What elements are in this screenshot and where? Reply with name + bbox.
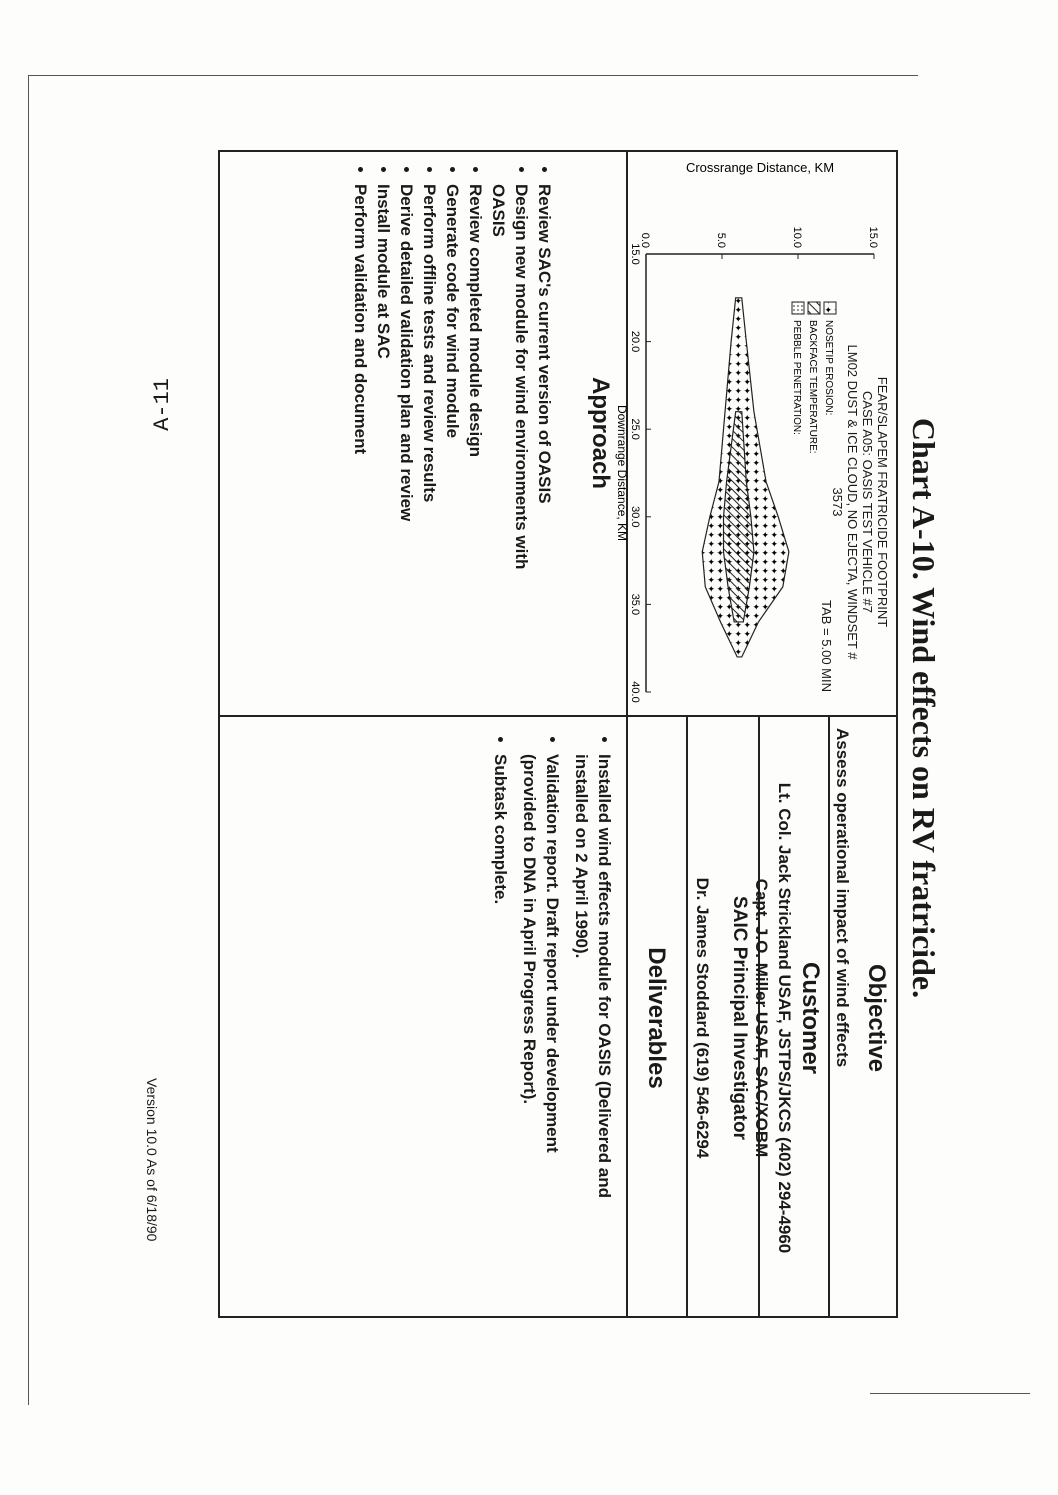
y-axis-title: Crossrange Distance, KM bbox=[685, 160, 835, 175]
x-tick-label: 40.0 bbox=[629, 681, 641, 703]
investigator-header: SAIC Principal Investigator bbox=[729, 896, 750, 1140]
list-item: • Install module at SAC bbox=[372, 184, 395, 584]
approach-cell bbox=[220, 152, 626, 714]
x-tick-label: 15.0 bbox=[629, 243, 641, 265]
list-item: • Derive detailed validation plan and review bbox=[395, 184, 418, 584]
version-stamp: Version 10.0 As of 6/18/90 bbox=[144, 1078, 160, 1242]
deliverables-cell bbox=[216, 718, 686, 1318]
customer-line-1: Lt. Col. Jack Strickland USAF, JSTPS/JKCS (402) 294-4960 bbox=[775, 782, 794, 1254]
list-item: • Generate code for wind module bbox=[441, 184, 464, 584]
x-tick-label: 20.0 bbox=[629, 330, 641, 353]
list-item: • Installed wind effects module for OASIS (Delivered and installed on 2 April 1990). bbox=[570, 754, 616, 1234]
downrange-label: Downrange Distance, KM bbox=[615, 404, 629, 542]
chart-title-3: LM02 DUST & ICE CLOUD, NO EJECTA, WINDSET # 3573 bbox=[830, 344, 860, 660]
list-item: • Validation report. Draft report under development (provided to DNA in April Progress Report). bbox=[518, 754, 564, 1234]
investigator-text: Dr. James Stoddard (619) 546-6294 bbox=[693, 877, 712, 1159]
list-item: • Perform offline tests and review results bbox=[418, 184, 441, 584]
page-title: Chart A-10. Wind effects on RV fratricide. bbox=[906, 417, 942, 999]
x-tick-label: 30.0 bbox=[629, 506, 641, 528]
x-tick-label: 25.0 bbox=[629, 418, 641, 440]
deliverables-header: Deliverables bbox=[643, 947, 670, 1089]
customer-line-2: Capt. J.O. Miller USAF, SAC/XOBM bbox=[752, 878, 771, 1158]
legend-label: PEBBLE PENETRATION: bbox=[791, 320, 802, 435]
legend-label: NOSETIP EROSION: bbox=[823, 320, 834, 416]
list-item: • Design new module for wind environments with OASIS bbox=[487, 184, 533, 584]
legend-swatch bbox=[824, 302, 836, 314]
x-tick-label: 35.0 bbox=[629, 593, 641, 616]
y-tick-label: 5.0 bbox=[715, 232, 727, 248]
page-number: A-11 bbox=[150, 378, 175, 431]
chart-tab-label: TAB = 5.00 MIN bbox=[819, 600, 834, 692]
deliverables-list bbox=[489, 732, 616, 1234]
chart-title-1: FEAR/SLAPEM FRATRICIDE FOOTPRINT bbox=[875, 376, 890, 628]
customer-header: Customer bbox=[797, 961, 824, 1075]
approach-list bbox=[349, 162, 556, 584]
objective-cell bbox=[830, 718, 894, 1318]
legend-swatch bbox=[792, 302, 804, 314]
list-item: • Review completed module design bbox=[464, 184, 487, 584]
y-tick-label: 15.0 bbox=[867, 226, 879, 248]
objective-header: Objective bbox=[863, 963, 890, 1073]
customer-cell bbox=[752, 718, 828, 1318]
rotated-page bbox=[120, 118, 950, 1348]
chart-title-2: CASE A05: OASIS TEST VEHICLE #7 bbox=[860, 390, 875, 614]
investigator-cell bbox=[688, 718, 758, 1318]
y-tick-label: 0.0 bbox=[639, 232, 651, 248]
legend-label: BACKFACE TEMPERATURE: bbox=[807, 320, 818, 454]
list-item: • Review SAC's current version of OASIS bbox=[533, 184, 556, 584]
approach-header: Approach bbox=[587, 376, 614, 489]
chart-cell bbox=[615, 152, 896, 714]
scan-left-line bbox=[28, 75, 29, 1405]
list-item: • Perform validation and document bbox=[349, 184, 372, 584]
legend-swatch bbox=[808, 302, 820, 314]
list-item: • Subtask complete. bbox=[489, 754, 512, 1234]
column-divider bbox=[218, 715, 898, 717]
scan-bottom-line bbox=[870, 1393, 1030, 1394]
scan-top-line bbox=[28, 75, 918, 76]
objective-text: Assess operational impact of wind effects bbox=[833, 728, 852, 1068]
y-tick-label: 10.0 bbox=[791, 226, 803, 248]
